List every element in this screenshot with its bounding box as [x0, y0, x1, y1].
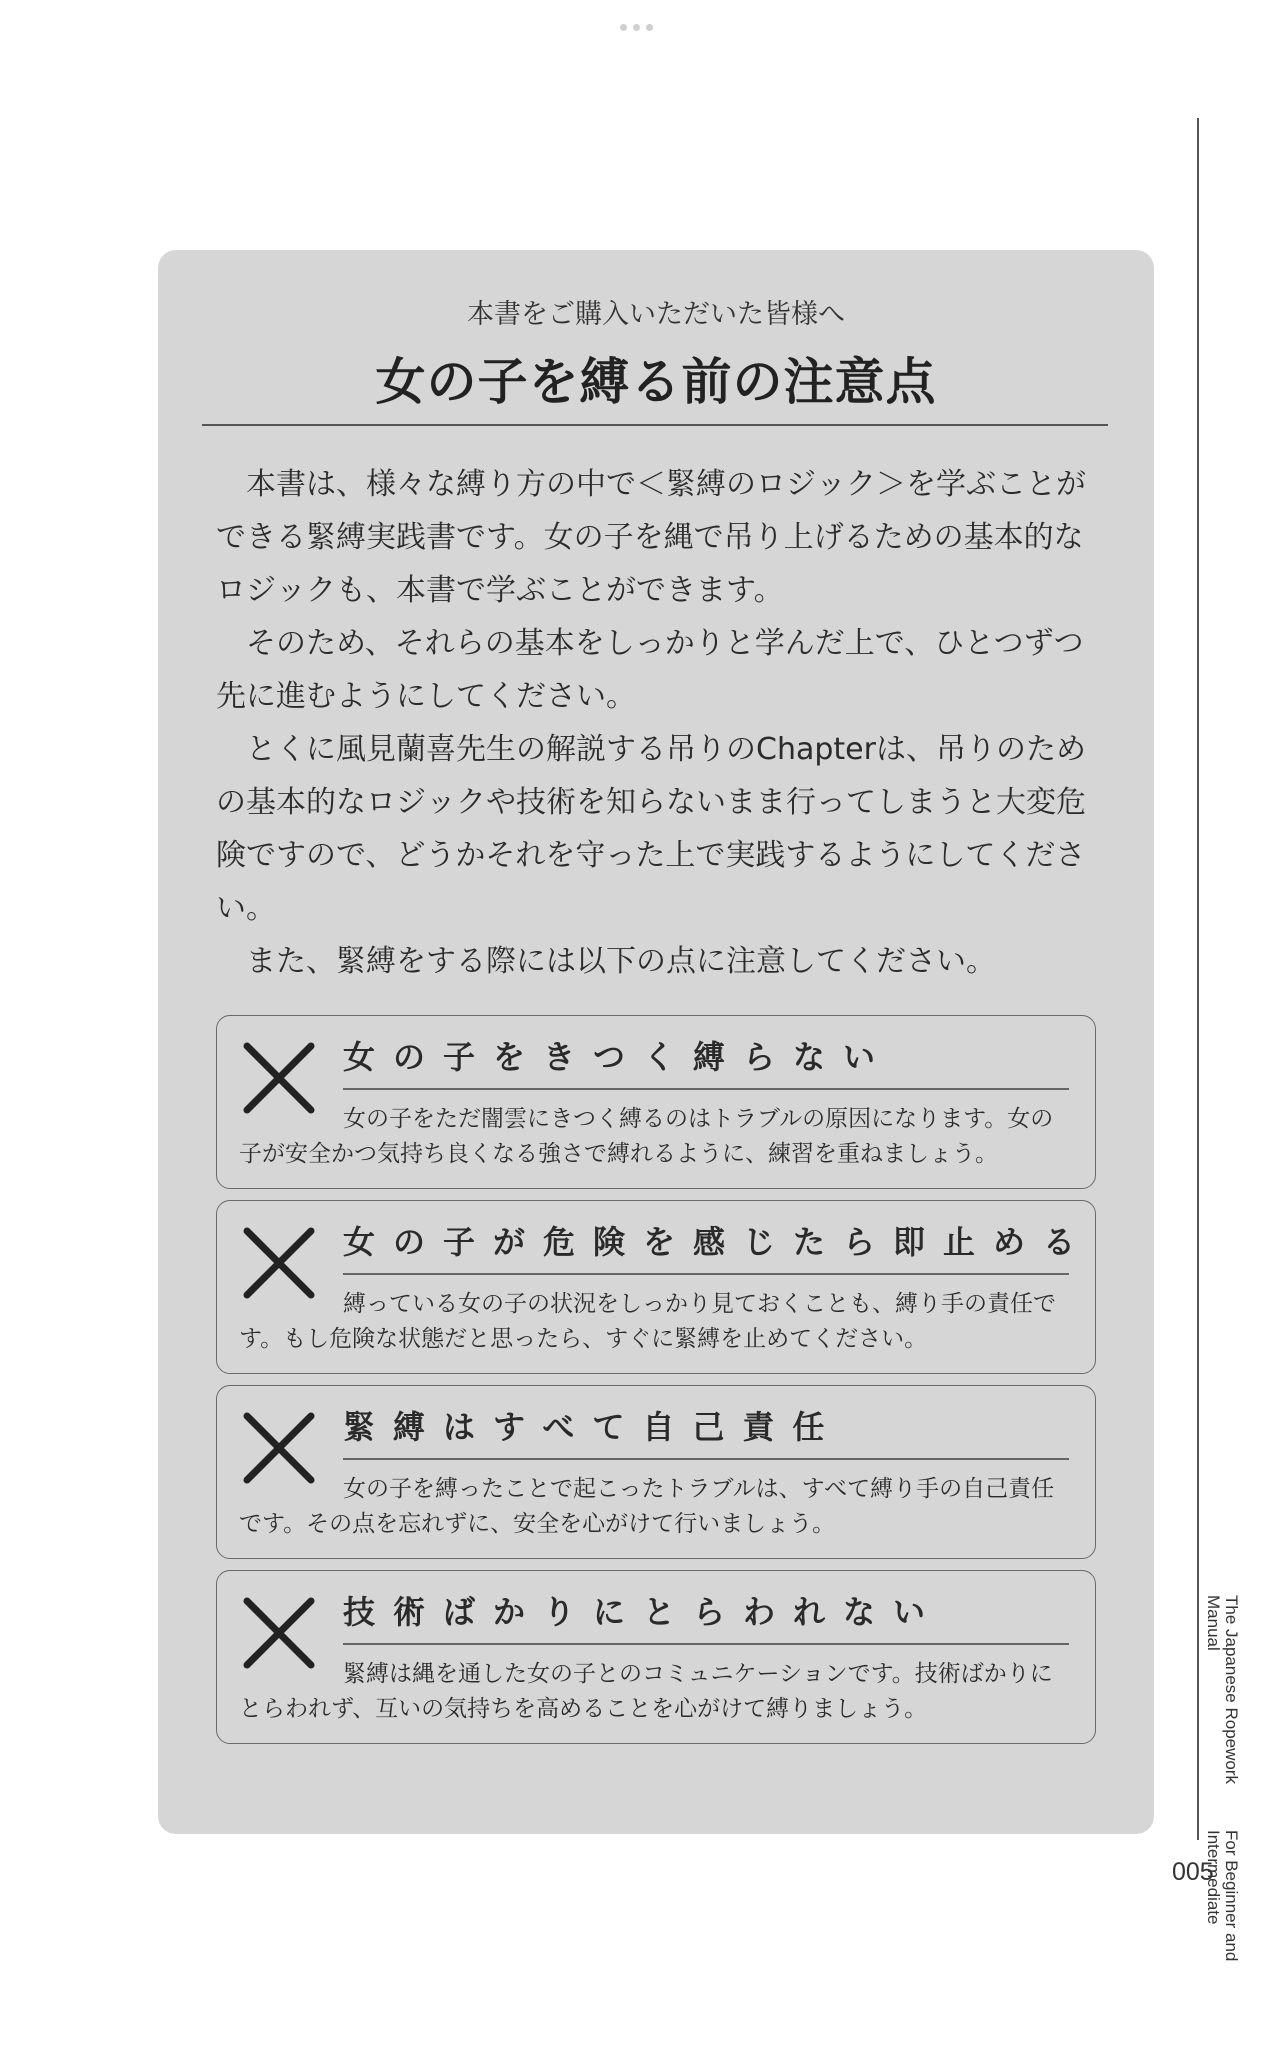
panel-title: 女の子を縛る前の注意点 [375, 353, 937, 411]
intro-text [216, 458, 1108, 988]
side-title-line: For Beginner and Intermediate [1204, 1830, 1241, 1962]
panel-subtitle: 本書をご購入いただいた皆様へ [467, 299, 845, 330]
caution-box-tight-binding [216, 1015, 1096, 1189]
caution-divider [343, 1643, 1069, 1645]
caution-heading: 女の子をきつく縛らない [343, 1038, 894, 1076]
intro-paragraph: 本書は、様々な縛り方の中で＜緊縛のロジック＞を学ぶことができる緊縛実践書です。女の子を縄で吊り上げるための基本的なロジックも、本書で学ぶことができます。 [216, 467, 1086, 608]
dot [646, 24, 653, 31]
dot [633, 24, 640, 31]
caution-body: 女の子をただ闇雲にきつく縛るのはトラブルの原因になります。女の子が安全かつ気持ち良くなる強さで縛れるように、練習を重ねましょう。 [239, 1106, 1054, 1167]
dot [620, 24, 627, 31]
caution-heading: 技術ばかりにとらわれない [343, 1593, 944, 1631]
caution-heading: 緊縛はすべて自己責任 [343, 1408, 843, 1446]
caution-body: 縛っている女の子の状況をしっかり見ておくことも、縛り手の責任です。もし危険な状態だと思ったら、すぐに緊縛を止めてください。 [239, 1291, 1056, 1352]
side-title-line: The Japanese Ropework Manual [1204, 1595, 1241, 1785]
title-divider [202, 424, 1108, 426]
intro-paragraph: とくに風見蘭喜先生の解説する吊りのChapterは、吊りのための基本的なロジックや技術を知らないまま行ってしまうと大変危険ですので、どうかそれを守った上で実践するようにしてください。 [216, 732, 1086, 926]
page-indicator-dots [620, 24, 653, 31]
intro-paragraph: また、緊縛をする際には以下の点に注意してください。 [246, 944, 996, 979]
page-number: 005 [1172, 1858, 1214, 1886]
side-running-title [1204, 1595, 1240, 2048]
caution-divider [343, 1088, 1069, 1090]
caution-divider [343, 1458, 1069, 1460]
side-divider [1197, 118, 1199, 1840]
caution-body: 女の子を縛ったことで起こったトラブルは、すべて縛り手の自己責任です。その点を忘れずに、安全を心がけて行いましょう。 [239, 1476, 1055, 1537]
caution-box-not-only-technique [216, 1570, 1096, 1744]
notice-panel [158, 250, 1154, 1834]
caution-body: 緊縛は縄を通した女の子とのコミュニケーションです。技術ばかりにとらわれず、互いの気持ちを高めることを心がけて縛りましょう。 [239, 1661, 1053, 1722]
caution-box-stop-if-danger [216, 1200, 1096, 1374]
intro-paragraph: そのため、それらの基本をしっかりと学んだ上で、ひとつずつ先に進むようにしてください。 [216, 626, 1084, 714]
caution-heading: 女の子が危険を感じたら即止める [343, 1223, 1094, 1261]
caution-divider [343, 1273, 1069, 1275]
caution-box-self-responsibility [216, 1385, 1096, 1559]
